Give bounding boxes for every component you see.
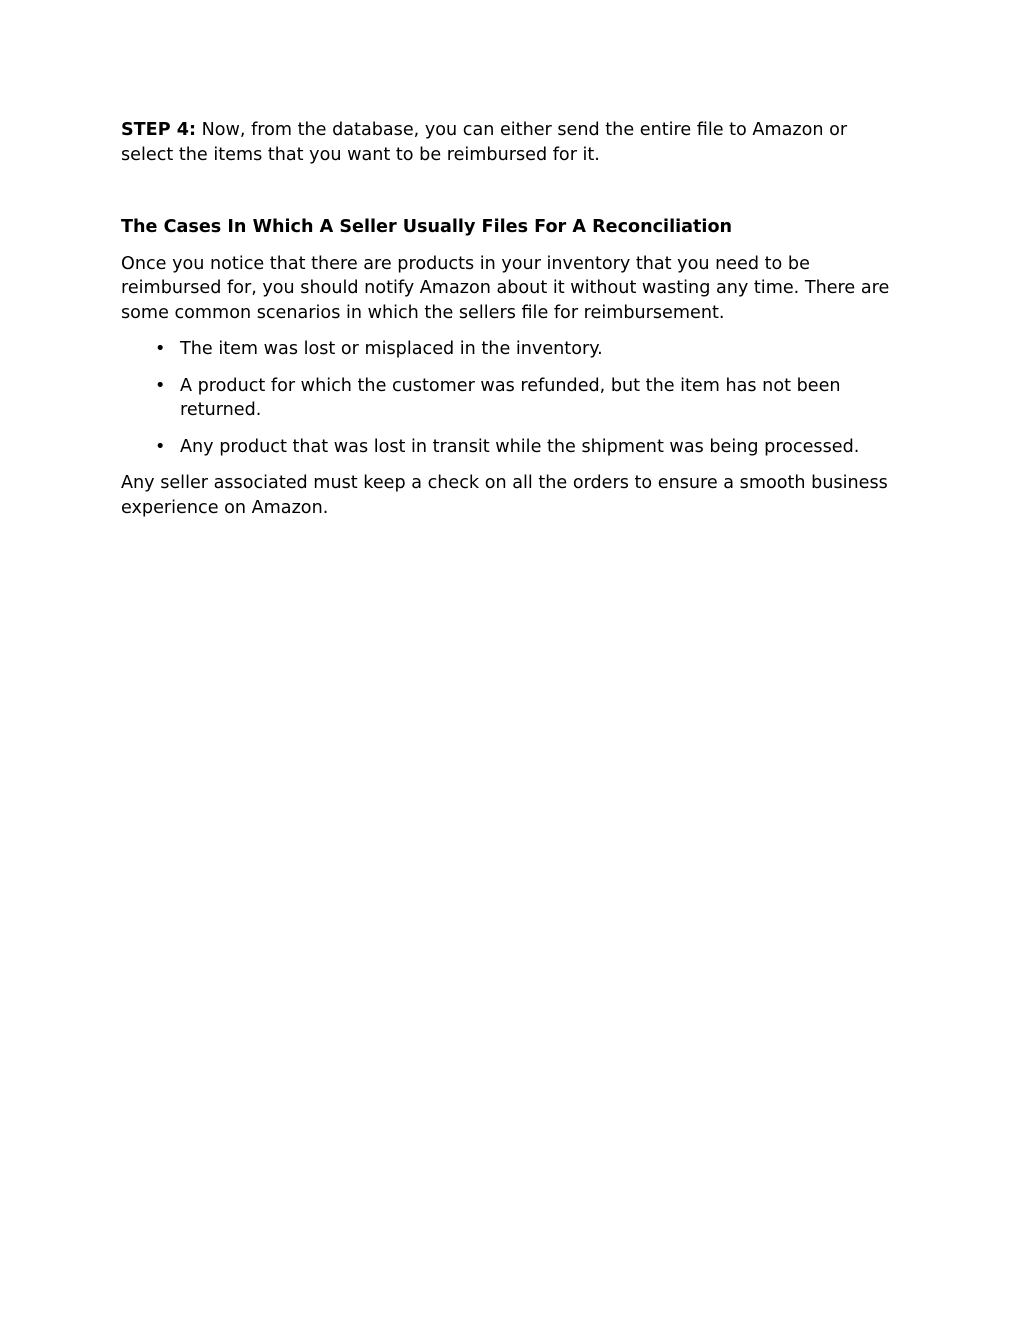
step-paragraph bbox=[121, 118, 901, 167]
bullet-icon: • bbox=[155, 339, 166, 359]
bullet-icon: • bbox=[155, 375, 166, 396]
step-label: STEP 4: bbox=[121, 120, 196, 140]
list-item bbox=[121, 337, 901, 362]
step-text: Now, from the database, you can either send the entire file to Amazon or select the items that you want to be reimbursed for it. bbox=[121, 120, 848, 165]
section-heading: The Cases In Which A Seller Usually Files For A Reconciliation bbox=[121, 217, 733, 237]
list-item-text: Any product that was lost in transit while the shipment was being processed. bbox=[180, 436, 860, 457]
closing-paragraph: Any seller associated must keep a check on all the orders to ensure a smooth business experience on Amazon. bbox=[121, 473, 888, 518]
bullet-icon: • bbox=[155, 436, 166, 457]
scenario-list bbox=[121, 337, 901, 459]
document-page bbox=[121, 118, 901, 520]
list-item-text: A product for which the customer was refunded, but the item has not been returned. bbox=[180, 375, 841, 420]
intro-paragraph: Once you notice that there are products in your inventory that you need to be reimbursed for, you should notify Amazon about it without wasting any time. There are some common scenarios in which the sellers file for reimbursement. bbox=[121, 253, 890, 323]
list-item bbox=[121, 374, 901, 423]
list-item-text: The item was lost or misplaced in the inventory. bbox=[180, 339, 603, 359]
list-item bbox=[121, 435, 901, 460]
